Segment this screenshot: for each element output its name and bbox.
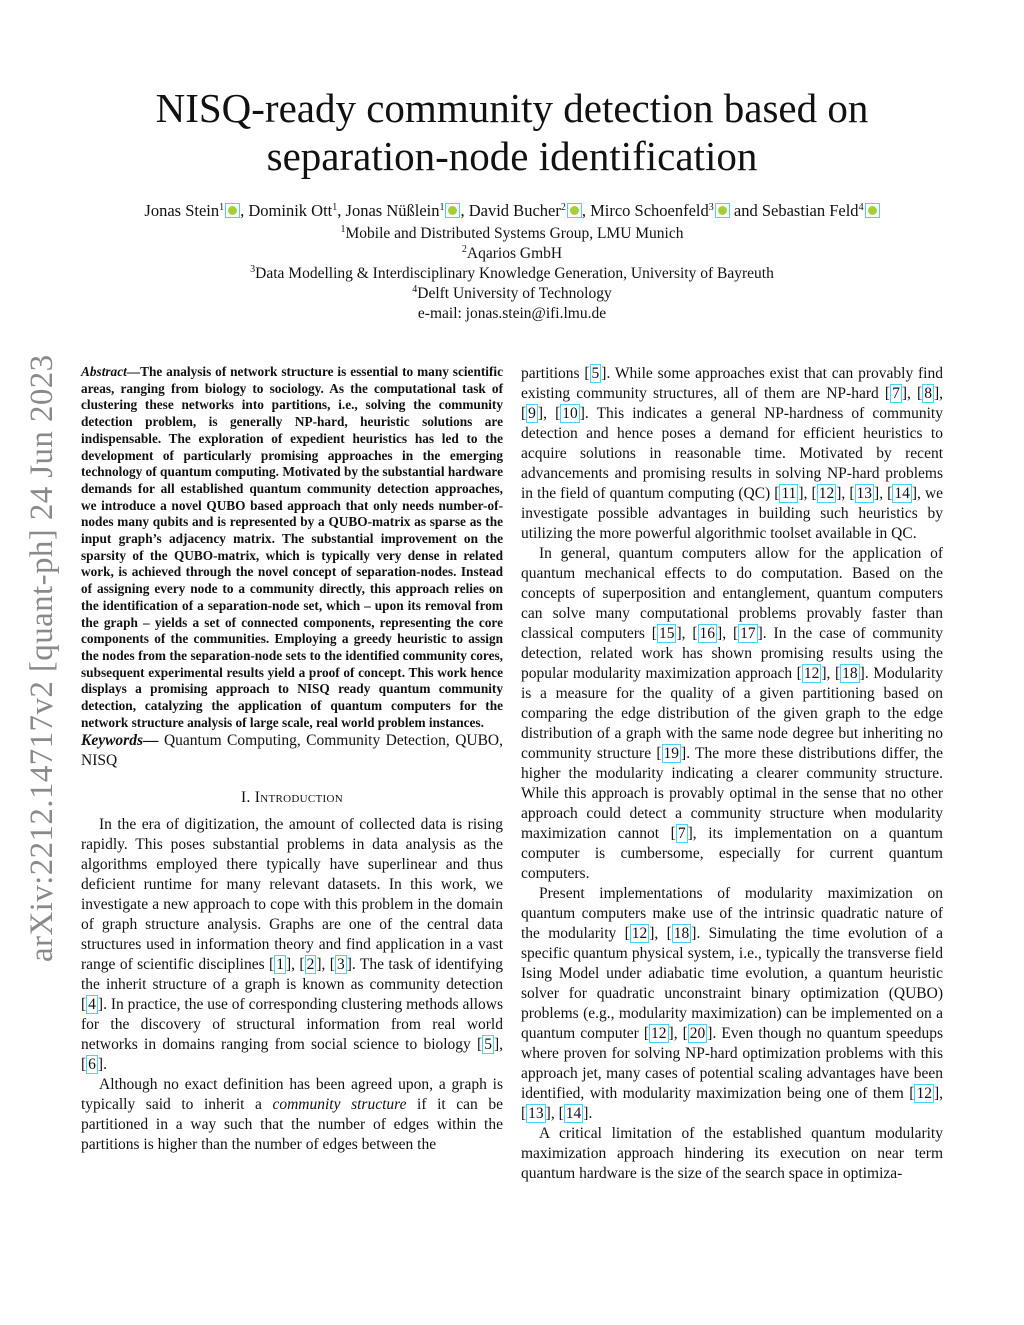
citation-link[interactable]: 12 <box>818 485 835 502</box>
affiliation-marker: 1 <box>332 202 338 213</box>
text-run: , <box>550 1105 559 1122</box>
right-column <box>521 364 943 1184</box>
abstract-text: The analysis of network structure is essential to many scientific areas, ranging from biology to sociology. As the computational task of clustering these networks into partitions, i.e., solving the community detection problem, is generally NP-hard, heuristic solutions are indispensable. The exploration of expedient heuristics has led to the development of particularly promising approaches in the emerging technology of quantum computing. Motivated by the substantial hardware demands for all established quantum community detection approaches, we introduce a novel QUBO based approach that only needs number-of-nodes many qubits and is represented by a QUBO-matrix as sparse as the input graph’s adjacency matrix. The substantial improvement on the sparsity of the QUBO-matrix, which is typically very dense in related work, is achieved through the novel concept of separation-nodes. Instead of assigning every node to a community directly, this approach relies on the identification of a separation-node set, which – upon its removal from the graph – yields a set of connected components, representing the core components of the communities. Employing a greedy heuristic to assign the nodes from the separation-node sets to the identified community cores, subsequent experimental results yield a proof of concept. This work hence displays a promising approach to NISQ ready quantum community detection, catalyzing the application of quantum computers for the network structure analysis of large scale, real world problem instances. <box>81 364 503 730</box>
citation-link[interactable]: 12 <box>916 1085 932 1102</box>
affiliation-marker: 2 <box>560 202 566 213</box>
text-run: , <box>499 1036 503 1054</box>
text-run: , <box>939 385 943 402</box>
citation-link[interactable]: 5 <box>591 365 600 382</box>
affiliation-text: Aqarios GmbH <box>466 245 563 262</box>
author-name: Sebastian Feld <box>761 201 859 220</box>
citation-link[interactable]: 3 <box>336 956 345 974</box>
author <box>590 201 762 220</box>
text-run: . Modularity is a measure for the quality of a given partitioning based on comparing the edge distribution of the given graph to the edge distribution of a graph with the same node degree but inheriting no community structure <box>521 665 943 762</box>
author-separator: , <box>337 201 346 220</box>
text-run: . Even though no quantum speedups where proven for solving NP-hard optimization problems with this approach jet, many cases of potential scaling advantages have been identified, with modularity maximization being one of them <box>521 1025 943 1102</box>
text-run: , <box>673 1025 683 1042</box>
text-run: . The more these distributions differ, the higher the modularity indicating a clearer community structure. While this approach is provably optimal in the sense that no other approach could detect a community structure when modularity maximization cannot <box>521 745 943 842</box>
author-list <box>60 200 964 222</box>
affiliation-marker: 1 <box>439 202 445 213</box>
affiliation-marker: 3 <box>708 202 714 213</box>
citation-link[interactable]: 6 <box>88 1056 96 1074</box>
title-line-2: separation-node identification <box>266 133 758 179</box>
affiliations <box>60 224 964 324</box>
citation-link[interactable]: 16 <box>699 625 716 642</box>
citation-link[interactable]: 1 <box>276 956 284 974</box>
affiliation-text: Data Modelling & Interdisciplinary Knowledge Generation, University of Bayreuth <box>255 265 774 282</box>
citation-link[interactable]: 14 <box>565 1105 582 1122</box>
citation-link[interactable]: 13 <box>528 1105 544 1122</box>
affiliation <box>60 264 964 284</box>
paragraph: In general, quantum computers allow for the application of quantum mechanical effects to do computation. Based on the concepts of superposition and entanglement, quantum computers can solve many computational problems provably faster than classical computers [ 15 ], [ 16 ], [ 17 ]. In the case of community detection, related work has shown promising results using the popular modularity maximization approach [ 12 ], [ 18 ]. Modularity is a measure for the quality of a given partitioning based on comparing the edge distribution of the given graph to the edge distribution of a graph with the same node degree but inheriting no community structure [ 19 ]. The more these distributions differ, the higher the modularity indicating a clearer community structure. While this approach is provably optimal in the sense that no other approach could detect a community structure when modularity maximization cannot [ 7 ], its implementation on a quantum computer is cumbersome, especially for current quantum computers. <box>521 545 943 882</box>
affiliation-number: 4 <box>412 284 418 295</box>
text-run: . While some approaches exist that can provably find existing community structures, all of them are NP-hard <box>521 365 943 402</box>
citation-link[interactable]: 8 <box>924 385 932 402</box>
citation-link[interactable]: 7 <box>677 825 686 842</box>
affiliation-marker: 1 <box>219 202 225 213</box>
author-name: Dominik Ott <box>248 201 333 220</box>
text-run: , <box>654 925 667 942</box>
author-separator: , <box>581 201 591 220</box>
orcid-icon[interactable] <box>865 203 880 218</box>
affiliation <box>60 224 964 244</box>
orcid-icon[interactable] <box>715 203 730 218</box>
citation-link[interactable]: 18 <box>673 925 690 942</box>
author-separator: , <box>240 201 249 220</box>
citation-link[interactable]: 20 <box>689 1025 706 1042</box>
text-run: , <box>681 625 693 642</box>
orcid-icon[interactable] <box>567 203 582 218</box>
keywords <box>81 731 503 771</box>
affiliation-text: Delft University of Technology <box>417 285 612 302</box>
citation-link[interactable]: 7 <box>892 385 900 402</box>
citation-link[interactable]: 4 <box>88 996 96 1014</box>
citation-link[interactable]: 12 <box>631 925 648 942</box>
title-line-1: NISQ-ready community detection based on <box>155 85 869 131</box>
text-run: . In practice, the use of corresponding clustering methods allows for the discovery of structural information from real world networks in domains ranging from social science to biology <box>81 996 503 1054</box>
text-run: , <box>879 485 888 502</box>
keywords-label: Keywords— <box>81 732 159 750</box>
author <box>248 201 345 220</box>
affiliation-marker: 4 <box>858 202 864 213</box>
citation-link[interactable]: 19 <box>663 745 680 762</box>
section-heading-introduction: I. Introduction <box>240 789 343 807</box>
author <box>346 201 469 220</box>
author <box>762 201 880 220</box>
author-separator: , <box>460 201 469 220</box>
paragraph: partitions [ 5 ]. While some approaches exist that can provably find existing community structures, all of them are NP-hard [ 7 ], [ 8 ], [ 9 ], [ 10 ]. This indicates a general NP-hardness of community detection and hence poses a demand for efficient heuristics to acquire solutions in reasonable time. Motivated by recent advancements and promising results in solving NP-hard problems in the field of quantum computing (QC) [ 11 ], [ 12 ], [ 13 ], [ 14 ], we investigate possible advantages in building such heuristics by utilizing the more powerful algorithmic toolset available in QC. <box>521 365 944 542</box>
affiliation-text: Mobile and Distributed Systems Group, LMU Munich <box>345 225 684 242</box>
text-run: . The task of identifying the inherit structure of a graph is known as community detection <box>81 956 504 994</box>
text-run: , <box>291 956 300 974</box>
citation-link[interactable]: 17 <box>740 625 756 642</box>
left-column <box>81 364 503 1155</box>
abstract-label: Abstract— <box>81 364 141 379</box>
text-run: In general, quantum computers allow for the application of quantum mechanical effects to do computation. Based on the concepts of superposition and entanglement, quantum computers can solve many computational problems provably faster than classical computers <box>521 545 943 642</box>
text-run: . <box>588 1105 593 1122</box>
citation-link[interactable]: 11 <box>781 485 797 502</box>
citation-link[interactable]: 2 <box>306 956 315 974</box>
email[interactable]: e-mail: jonas.stein@ifi.lmu.de <box>417 305 607 322</box>
text-run: , <box>803 485 812 502</box>
text-run: . This indicates a general NP-hardness of community detection and hence poses a demand for efficient heuristics to acquire solutions in reasonable time. Motivated by recent advancements and promising results in solving NP-hard problems in the field of quantum computing (QC) <box>521 405 943 502</box>
citation-link[interactable]: 18 <box>842 665 858 682</box>
paragraph: In the era of digitization, the amount of collected data is rising rapidly. This poses substantial problems in data analysis as the algorithms employed there typically have superlinear and thus deficient runtime for many relevant datasets. In this work, we investigate a new approach to cope with this problem in the domain of graph structure analysis. Graphs are one of the central data structures used in information theory and find application in a vast range of scientific disciplines [ 1 ], [ 2 ], [ 3 ]. The task of identifying the inherit structure of a graph is known as community detection [ 4 ]. In practice, the use of corresponding clustering methods allows for the discovery of structural information from real world networks in domains ranging from social science to biology [ 5 ], [ 6 ]. <box>81 816 504 1074</box>
citation-link[interactable]: 14 <box>894 485 910 502</box>
text-run: . <box>103 1056 107 1074</box>
affiliation-number: 3 <box>250 264 256 275</box>
text-run: , <box>907 385 918 402</box>
paragraph <box>81 1075 503 1155</box>
paragraph: Present implementations of modularity maximization on quantum computers make use of the intrinsic quadratic nature of the modularity [ 12 ], [ 18 ]. Simulating the time evolution of a specific quantum physical system, i.e., typically the transverse field Ising Model under adiabatic time evolution, a quantum heuristic solver for quadratic unconstraint binary optimization (QUBO) problems (e.g., modularity maximization) can be implemented on a quantum computer [ 12 ], [ 20 ]. Even though no quantum speedups where proven for solving NP-hard optimization problems with this approach jet, many cases of potential scaling advantages have been identified, with modularity maximization being one of them [ 12 ], [ 13 ], [ 14 ]. <box>521 885 944 1122</box>
paper-title <box>120 84 904 180</box>
text-run: if it can be partitioned in a way such that the number of edges within the partitions is higher than the number of edges between the <box>81 1096 503 1154</box>
orcid-icon[interactable] <box>445 203 460 218</box>
author <box>144 201 248 220</box>
citation-link[interactable]: 5 <box>484 1036 492 1054</box>
text-run: Present implementations of modularity maximization on quantum computers make use of the intrinsic quadratic nature of the modularity <box>521 885 943 942</box>
keywords-text: Quantum Computing, Community Detection, QUBO, NISQ <box>81 732 503 770</box>
author-name: Mirco Schoenfeld <box>590 201 709 220</box>
paragraph <box>521 1124 943 1184</box>
author-name: Jonas Stein <box>144 201 220 220</box>
citation-link[interactable]: 15 <box>658 625 675 642</box>
text-run: , <box>841 485 850 502</box>
text-run: partitions <box>521 365 585 382</box>
affiliation <box>60 244 964 264</box>
affiliation <box>60 284 964 304</box>
text-run: . Simulating the time evolution of a specific quantum physical system, i.e., typically the transverse field Ising Model under adiabatic time evolution, a quantum heuristic solver for quadratic unconstraint binary optimization (QUBO) problems (e.g., modularity maximization) can be implemented on a quantum computer <box>521 925 944 1042</box>
author-separator: and <box>729 201 762 220</box>
affiliation-number: 1 <box>340 224 346 235</box>
text-run: In the era of digitization, the amount of collected data is rising rapidly. This poses substantial problems in data analysis as the algorithms employed there typically have superlinear and thus deficient runtime for many relevant datasets. In this work, we investigate a new approach to cope with this problem in the domain of graph structure analysis. Graphs are one of the central data structures used in information theory and find application in a vast range of scientific disciplines <box>81 816 503 974</box>
citation-link[interactable]: 13 <box>856 485 873 502</box>
arxiv-identifier[interactable]: arXiv:2212.14717v2 [quant-ph] 24 Jun 2023 <box>24 354 60 962</box>
text-run: Although no exact definition has been agreed upon, a graph is typically said to inherit a <box>81 1076 503 1114</box>
abstract <box>81 364 503 731</box>
text-run: , <box>543 405 556 422</box>
emphasis-text: community structure <box>272 1096 407 1114</box>
text-run: A critical limitation of the established quantum modularity maximization approach hindering its execution on near term quantum hardware is the size of the search space in optimiza- <box>521 1125 943 1182</box>
author <box>469 201 590 220</box>
text-run: , <box>722 625 733 642</box>
citation-link[interactable]: 12 <box>651 1025 667 1042</box>
citation-link[interactable]: 9 <box>528 405 536 422</box>
text-run: . In the case of community detection, related work has shown promising results using the popular modularity maximization approach <box>521 625 943 682</box>
author-name: David Bucher <box>468 201 561 220</box>
affiliation-number: 2 <box>461 244 467 255</box>
citation-link[interactable]: 10 <box>562 405 578 422</box>
text-run: , we investigate possible advantages in building such heuristics by utilizing the more powerful algorithmic toolset available in QC. <box>521 485 944 542</box>
author-name: Jonas Nüßlein <box>345 201 440 220</box>
text-run: , <box>826 665 835 682</box>
text-run: , its implementation on a quantum computer is cumbersome, especially for current quantum computers. <box>521 825 943 882</box>
citation-link[interactable]: 12 <box>803 665 820 682</box>
text-run: , <box>939 1085 943 1102</box>
text-run: , <box>321 956 330 974</box>
orcid-icon[interactable] <box>225 203 240 218</box>
